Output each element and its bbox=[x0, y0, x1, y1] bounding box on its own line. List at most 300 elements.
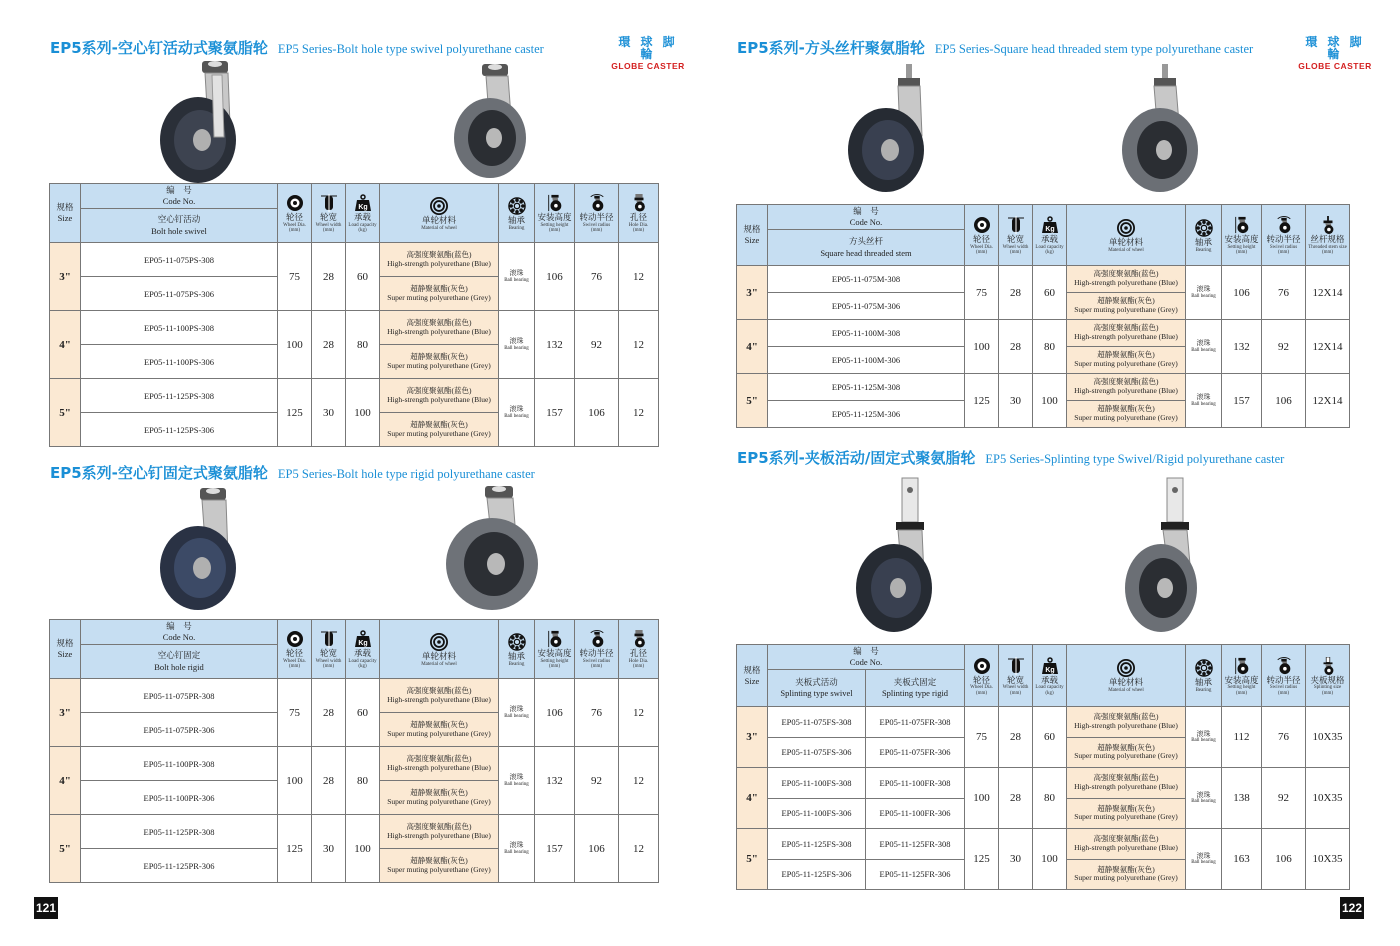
load-capacity-header-cn: 承载 bbox=[1040, 674, 1058, 685]
size-cell: 4" bbox=[737, 320, 768, 374]
load-capacity-header-unit: (kg) bbox=[1045, 250, 1054, 256]
swivel-radius-header-icon bbox=[575, 194, 618, 212]
wheel-dia-cell: 75 bbox=[965, 266, 999, 320]
material-cell-grey bbox=[1067, 798, 1186, 829]
section-title-splinting bbox=[737, 447, 1284, 468]
material-en: Super muting polyurethane (Grey) bbox=[1074, 873, 1178, 883]
code-header-cn: 编 号 bbox=[853, 646, 879, 657]
code-header-cn: 编 号 bbox=[166, 621, 192, 632]
wheel-width-cell: 30 bbox=[312, 379, 346, 447]
caster-image-threaded-stem-grey bbox=[1110, 62, 1210, 192]
wheel-dia-header-icon bbox=[965, 657, 998, 675]
setting-height-header-unit: (mm) bbox=[1235, 690, 1248, 696]
table-row bbox=[50, 747, 659, 781]
load-capacity-header-cn: 承载 bbox=[353, 212, 371, 223]
material-header-en: Material of wheel bbox=[421, 661, 457, 667]
material-cn: 高强度聚氨酯(蓝色) bbox=[406, 249, 472, 259]
swivel-radius-header-unit: (mm) bbox=[590, 228, 603, 234]
hole-cell: 12 bbox=[619, 679, 659, 747]
material-en: High-strength polyurethane (Blue) bbox=[1074, 386, 1178, 395]
material-header-cn: 单轮材料 bbox=[1108, 677, 1143, 688]
bearing-cell bbox=[499, 815, 535, 883]
wheel-width-header-icon bbox=[999, 216, 1032, 234]
bearing-cell bbox=[1186, 266, 1222, 320]
wheel-width-cell: 28 bbox=[312, 747, 346, 815]
subheader-en: Bolt hole swivel bbox=[151, 225, 207, 236]
setting-height-cell: 163 bbox=[1222, 829, 1262, 890]
wheel-width-header-unit: (mm) bbox=[322, 664, 335, 670]
size-cell: 3" bbox=[50, 243, 81, 311]
material-cn: 超静聚氨酯(灰色) bbox=[410, 283, 468, 293]
material-cell-grey bbox=[380, 713, 499, 747]
material-header-en: Material of wheel bbox=[1108, 247, 1144, 253]
svg-text:Kg: Kg bbox=[1044, 666, 1055, 674]
wheel-width-header-cn: 轮宽 bbox=[319, 648, 337, 659]
setting-height-header bbox=[535, 184, 575, 243]
load-capacity-cell: 80 bbox=[346, 747, 380, 815]
wheel-dia-header-icon bbox=[278, 630, 311, 648]
code-header-en: Code No. bbox=[162, 632, 196, 642]
material-header-cn: 单轮材料 bbox=[421, 214, 456, 225]
subheader-cn: 夹板式固定 bbox=[893, 676, 937, 687]
load-capacity-cell: 80 bbox=[346, 311, 380, 379]
svg-text:Kg: Kg bbox=[357, 640, 368, 648]
material-cn: 超静聚氨酯(灰色) bbox=[1097, 350, 1155, 360]
material-header bbox=[380, 184, 499, 243]
globe-caster-logo bbox=[1295, 36, 1375, 71]
wheel-dia-header-icon bbox=[278, 194, 311, 212]
section-title-threaded-stem bbox=[737, 37, 1253, 58]
hole-cell: 12 bbox=[619, 747, 659, 815]
bearing-header bbox=[1186, 205, 1222, 266]
material-en: Super muting polyurethane (Grey) bbox=[387, 796, 491, 806]
wheel-width-cell: 30 bbox=[999, 829, 1033, 890]
wheel-width-header-cn: 轮宽 bbox=[319, 212, 337, 223]
material-cell-blue bbox=[1067, 768, 1186, 799]
swivel-radius-cell: 106 bbox=[575, 379, 619, 447]
code-header-en: Code No. bbox=[849, 217, 883, 227]
bearing-header-en: Bearing bbox=[508, 661, 525, 667]
wheel-dia-cell: 125 bbox=[965, 829, 999, 890]
setting-height-cell: 132 bbox=[535, 311, 575, 379]
setting-height-header-icon bbox=[1222, 216, 1261, 234]
wheel-width-header-cn: 轮宽 bbox=[1006, 674, 1024, 685]
section-title-cn: EP5系列-空心钉活动式聚氨脂轮 bbox=[50, 39, 268, 57]
bearing-cn: 滚珠 bbox=[509, 337, 524, 346]
material-en: High-strength polyurethane (Blue) bbox=[1074, 332, 1178, 341]
material-cn: 高强度聚氨酯(蓝色) bbox=[1093, 323, 1159, 333]
load-capacity-header-en: Load capacity bbox=[1035, 685, 1064, 691]
section-title-cn: EP5系列-空心钉固定式聚氨脂轮 bbox=[50, 464, 268, 482]
hole-header-en: Hole Dia. bbox=[628, 658, 649, 664]
bearing-header-icon bbox=[499, 633, 534, 651]
material-header-en: Material of wheel bbox=[421, 225, 457, 231]
wheel-dia-header-cn: 轮径 bbox=[285, 648, 303, 659]
hole-cell: 12 bbox=[619, 311, 659, 379]
hole-cell: 12 bbox=[619, 243, 659, 311]
bearing-header-cn: 轴承 bbox=[507, 214, 525, 225]
swivel-radius-cell: 76 bbox=[1262, 266, 1306, 320]
bearing-header-en: Bearing bbox=[508, 225, 525, 231]
splint-header-cn: 夹板规格 bbox=[1310, 674, 1345, 685]
wheel-width-header bbox=[999, 205, 1033, 266]
wheel-dia-header bbox=[278, 620, 312, 679]
material-header bbox=[380, 620, 499, 679]
material-cell-blue bbox=[1067, 266, 1186, 293]
swivel-radius-header-en: Swivel radius bbox=[1269, 244, 1298, 250]
size-header-en: Size bbox=[744, 675, 760, 686]
bearing-cell bbox=[1186, 320, 1222, 374]
swivel-radius-cell: 106 bbox=[1262, 374, 1306, 428]
setting-height-cell: 157 bbox=[535, 379, 575, 447]
material-cell-grey bbox=[1067, 859, 1186, 890]
load-capacity-header-en: Load capacity bbox=[1035, 244, 1064, 250]
wheel-dia-cell: 100 bbox=[278, 311, 312, 379]
wheel-dia-cell: 125 bbox=[965, 374, 999, 428]
caster-image-splinting-swivel bbox=[850, 476, 950, 636]
code-subheader bbox=[81, 645, 278, 679]
setting-height-header bbox=[535, 620, 575, 679]
globe-caster-logo bbox=[608, 36, 688, 71]
load-capacity-header-icon bbox=[346, 194, 379, 212]
logo-chinese: 環 球 脚 輪 bbox=[1305, 35, 1365, 61]
material-en: High-strength polyurethane (Blue) bbox=[387, 830, 491, 840]
setting-height-cell: 106 bbox=[1222, 266, 1262, 320]
wheel-dia-cell: 75 bbox=[965, 707, 999, 768]
material-cell-grey bbox=[1067, 401, 1186, 428]
material-cn: 超静聚氨酯(灰色) bbox=[1097, 296, 1155, 306]
code-header-cn: 编 号 bbox=[853, 206, 879, 217]
wheel-width-cell: 28 bbox=[312, 679, 346, 747]
wheel-width-header bbox=[312, 620, 346, 679]
setting-height-cell: 138 bbox=[1222, 768, 1262, 829]
bearing-cn: 滚珠 bbox=[1196, 285, 1211, 294]
hole-header-cn: 孔径 bbox=[629, 212, 647, 223]
subheader-cn: 空心钉固定 bbox=[157, 650, 201, 661]
setting-height-header-unit: (mm) bbox=[548, 228, 561, 234]
wheel-width-header-cn: 轮宽 bbox=[1006, 234, 1024, 245]
load-capacity-header-icon bbox=[1033, 216, 1066, 234]
caster-image-bolt-swivel-grey bbox=[440, 60, 540, 180]
hole-header-unit: (mm) bbox=[632, 664, 645, 670]
setting-height-header-cn: 安装高度 bbox=[1224, 674, 1259, 685]
material-en: High-strength polyurethane (Blue) bbox=[1074, 720, 1178, 730]
wheel-width-header-icon bbox=[312, 630, 345, 648]
material-cell-blue bbox=[1067, 707, 1186, 738]
splint-header-icon bbox=[1306, 657, 1349, 675]
wheel-dia-header bbox=[965, 205, 999, 266]
wheel-width-header-unit: (mm) bbox=[1009, 250, 1022, 256]
stem-header bbox=[1306, 205, 1350, 266]
material-cell-blue bbox=[380, 815, 499, 849]
bearing-header bbox=[499, 184, 535, 243]
table-row bbox=[50, 679, 659, 713]
setting-height-cell: 106 bbox=[535, 679, 575, 747]
bearing-en: Ball bearing bbox=[1191, 347, 1216, 353]
size-header bbox=[50, 184, 81, 243]
setting-height-header-en: Setting height bbox=[1227, 244, 1256, 250]
load-capacity-cell: 100 bbox=[346, 379, 380, 447]
size-header bbox=[737, 645, 768, 707]
section-title-en: EP5 Series-Bolt hole type swivel polyurethane caster bbox=[277, 42, 544, 56]
swivel-radius-header bbox=[575, 620, 619, 679]
load-capacity-header-icon bbox=[1033, 657, 1066, 675]
swivel-radius-cell: 106 bbox=[575, 815, 619, 883]
table-row bbox=[737, 829, 1350, 860]
hole-header-en: Hole Dia. bbox=[628, 222, 649, 228]
svg-text:Kg: Kg bbox=[1044, 226, 1055, 234]
wheel-dia-header bbox=[965, 645, 999, 707]
table-row bbox=[50, 243, 659, 277]
wheel-width-cell: 28 bbox=[312, 311, 346, 379]
wheel-dia-cell: 125 bbox=[278, 379, 312, 447]
caster-image-bolt-rigid-grey bbox=[437, 482, 547, 612]
material-en: High-strength polyurethane (Blue) bbox=[1074, 278, 1178, 287]
bearing-cell bbox=[1186, 374, 1222, 428]
swivel-radius-header-unit: (mm) bbox=[1277, 250, 1290, 256]
swivel-radius-header-unit: (mm) bbox=[1277, 690, 1290, 696]
material-cell-blue bbox=[1067, 374, 1186, 401]
table-row bbox=[50, 815, 659, 849]
code-cell-rigid: EP05-11-075FR-308 bbox=[866, 707, 965, 738]
bearing-cn: 滚珠 bbox=[509, 405, 524, 414]
bearing-en: Ball bearing bbox=[504, 713, 529, 719]
material-cn: 高强度聚氨酯(蓝色) bbox=[1093, 377, 1159, 387]
wheel-dia-header-en: Wheel Dia. bbox=[970, 244, 993, 250]
load-capacity-cell: 60 bbox=[346, 243, 380, 311]
code-cell: EP05-11-075M-306 bbox=[768, 293, 965, 320]
bearing-cell bbox=[1186, 829, 1222, 890]
wheel-width-cell: 28 bbox=[999, 266, 1033, 320]
bearing-cn: 滚珠 bbox=[1196, 339, 1211, 348]
setting-height-cell: 157 bbox=[1222, 374, 1262, 428]
wheel-dia-header-en: Wheel Dia. bbox=[970, 685, 993, 691]
wheel-width-header-en: Wheel width bbox=[1002, 685, 1029, 691]
wheel-width-cell: 28 bbox=[999, 320, 1033, 374]
spec-table bbox=[736, 644, 1350, 890]
bearing-cn: 滚珠 bbox=[1196, 393, 1211, 402]
bearing-en: Ball bearing bbox=[504, 413, 529, 419]
load-capacity-header bbox=[1033, 645, 1067, 707]
table-row bbox=[50, 311, 659, 345]
wheel-width-header bbox=[312, 184, 346, 243]
wheel-dia-header-icon bbox=[965, 216, 998, 234]
load-capacity-header-cn: 承载 bbox=[353, 648, 371, 659]
subheader-cn: 夹板式活动 bbox=[795, 676, 838, 687]
size-cell: 3" bbox=[737, 266, 768, 320]
material-en: Super muting polyurethane (Grey) bbox=[387, 728, 491, 738]
swivel-radius-header-en: Swivel radius bbox=[582, 222, 611, 228]
swivel-radius-header-unit: (mm) bbox=[590, 664, 603, 670]
load-capacity-cell: 60 bbox=[1033, 707, 1067, 768]
material-en: High-strength polyurethane (Blue) bbox=[387, 694, 491, 704]
material-cell-grey bbox=[380, 849, 499, 883]
material-en: Super muting polyurethane (Grey) bbox=[1074, 751, 1178, 761]
wheel-dia-header-unit: (mm) bbox=[288, 228, 301, 234]
splint-header bbox=[1306, 645, 1350, 707]
stem-header-unit: (mm) bbox=[1321, 250, 1334, 256]
setting-height-header-en: Setting height bbox=[540, 222, 569, 228]
load-capacity-header-unit: (kg) bbox=[358, 664, 367, 670]
load-capacity-header-en: Load capacity bbox=[348, 658, 377, 664]
swivel-radius-header-cn: 转动半径 bbox=[579, 648, 614, 659]
load-capacity-header-icon bbox=[346, 630, 379, 648]
section-title-cn: EP5系列-夹板活动/固定式聚氨脂轮 bbox=[737, 449, 976, 467]
code-cell-rigid: EP05-11-100FR-306 bbox=[866, 798, 965, 829]
setting-height-header bbox=[1222, 645, 1262, 707]
load-capacity-header bbox=[346, 620, 380, 679]
bearing-cell bbox=[499, 679, 535, 747]
code-cell: EP05-11-075PR-306 bbox=[81, 713, 278, 747]
material-cn: 超静聚氨酯(灰色) bbox=[1097, 742, 1155, 752]
bearing-en: Ball bearing bbox=[1191, 738, 1216, 744]
table-row bbox=[737, 707, 1350, 738]
setting-height-header-icon bbox=[1222, 657, 1261, 675]
swivel-radius-header-icon bbox=[1262, 657, 1305, 675]
wheel-dia-header-cn: 轮径 bbox=[972, 674, 990, 685]
section-title-cn: EP5系列-方头丝杆聚氨脂轮 bbox=[737, 39, 925, 57]
wheel-dia-header-cn: 轮径 bbox=[285, 212, 303, 223]
section-title-en: EP5 Series-Splinting type Swivel/Rigid polyurethane caster bbox=[985, 452, 1285, 466]
splint-cell: 10X35 bbox=[1306, 707, 1350, 768]
code-cell: EP05-11-075FS-306 bbox=[768, 737, 866, 768]
swivel-radius-header bbox=[1262, 205, 1306, 266]
bearing-en: Ball bearing bbox=[504, 345, 529, 351]
material-header-cn: 单轮材料 bbox=[1108, 236, 1143, 247]
code-cell: EP05-11-100PR-308 bbox=[81, 747, 278, 781]
material-cell-grey bbox=[1067, 347, 1186, 374]
size-cell: 5" bbox=[737, 374, 768, 428]
material-cell-blue bbox=[1067, 320, 1186, 347]
bearing-header-en: Bearing bbox=[1195, 688, 1212, 694]
wheel-dia-header-unit: (mm) bbox=[975, 690, 988, 696]
code-cell: EP05-11-125PS-306 bbox=[81, 413, 278, 447]
material-cell-blue bbox=[380, 679, 499, 713]
bearing-en: Ball bearing bbox=[1191, 860, 1216, 866]
wheel-width-header-unit: (mm) bbox=[322, 228, 335, 234]
size-cell: 5" bbox=[50, 815, 81, 883]
bearing-en: Ball bearing bbox=[504, 849, 529, 855]
material-en: Super muting polyurethane (Grey) bbox=[387, 428, 491, 438]
code-header-en: Code No. bbox=[849, 657, 883, 667]
wheel-width-header-icon bbox=[312, 194, 345, 212]
wheel-dia-header-en: Wheel Dia. bbox=[283, 222, 306, 228]
wheel-width-header-en: Wheel width bbox=[315, 222, 342, 228]
swivel-radius-header bbox=[575, 184, 619, 243]
material-en: Super muting polyurethane (Grey) bbox=[1074, 812, 1178, 822]
swivel-radius-cell: 76 bbox=[575, 679, 619, 747]
bearing-header bbox=[499, 620, 535, 679]
bearing-cn: 滚珠 bbox=[1196, 790, 1211, 799]
setting-height-cell: 157 bbox=[535, 815, 575, 883]
bearing-header bbox=[1186, 645, 1222, 707]
material-header-en: Material of wheel bbox=[1108, 688, 1144, 694]
material-header-icon bbox=[1067, 219, 1185, 237]
material-en: Super muting polyurethane (Grey) bbox=[1074, 359, 1178, 368]
material-cn: 高强度聚氨酯(蓝色) bbox=[1093, 773, 1159, 783]
wheel-width-cell: 30 bbox=[999, 374, 1033, 428]
bearing-cell bbox=[499, 311, 535, 379]
material-cell-blue bbox=[380, 311, 499, 345]
bearing-en: Ball bearing bbox=[504, 781, 529, 787]
material-en: High-strength polyurethane (Blue) bbox=[387, 762, 491, 772]
swivel-radius-cell: 92 bbox=[1262, 768, 1306, 829]
code-cell: EP05-11-100PS-308 bbox=[81, 311, 278, 345]
hole-cell: 12 bbox=[619, 379, 659, 447]
wheel-width-cell: 30 bbox=[312, 815, 346, 883]
material-cn: 高强度聚氨酯(蓝色) bbox=[1093, 269, 1159, 279]
swivel-radius-header-cn: 转动半径 bbox=[1266, 234, 1301, 245]
setting-height-header bbox=[1222, 205, 1262, 266]
setting-height-header-cn: 安装高度 bbox=[1224, 234, 1259, 245]
material-cell-grey bbox=[380, 345, 499, 379]
code-cell: EP05-11-075PS-306 bbox=[81, 277, 278, 311]
swivel-radius-header-cn: 转动半径 bbox=[1266, 674, 1301, 685]
stem-cell: 12X14 bbox=[1306, 374, 1350, 428]
section-title-bolt-rigid bbox=[50, 462, 535, 483]
code-cell: EP05-11-075PR-308 bbox=[81, 679, 278, 713]
size-header-en: Size bbox=[57, 649, 73, 659]
bearing-cn: 滚珠 bbox=[1196, 729, 1211, 738]
code-subheader-2 bbox=[866, 670, 965, 707]
caster-image-bolt-swivel-blue bbox=[150, 55, 255, 185]
swivel-radius-cell: 92 bbox=[575, 747, 619, 815]
bearing-cell bbox=[1186, 768, 1222, 829]
load-capacity-cell: 100 bbox=[346, 815, 380, 883]
load-capacity-header-en: Load capacity bbox=[348, 222, 377, 228]
material-cell-grey bbox=[380, 413, 499, 447]
subheader-cn: 空心钉活动 bbox=[157, 214, 201, 225]
swivel-radius-cell: 92 bbox=[575, 311, 619, 379]
code-cell: EP05-11-125PR-308 bbox=[81, 815, 278, 849]
material-cn: 高强度聚氨酯(蓝色) bbox=[406, 753, 472, 763]
load-capacity-cell: 60 bbox=[1033, 266, 1067, 320]
material-cell-grey bbox=[1067, 293, 1186, 320]
bearing-en: Ball bearing bbox=[1191, 293, 1216, 299]
material-header bbox=[1067, 205, 1186, 266]
section-title-bolt-swivel bbox=[50, 37, 544, 58]
code-header-en: Code No. bbox=[162, 196, 196, 206]
code-cell: EP05-11-075M-308 bbox=[768, 266, 965, 293]
caster-image-splinting-rigid bbox=[1115, 476, 1215, 636]
code-header bbox=[81, 620, 278, 645]
size-header-cn: 规格 bbox=[56, 202, 74, 213]
code-cell: EP05-11-075FS-308 bbox=[768, 707, 866, 738]
wheel-width-header-en: Wheel width bbox=[315, 658, 342, 664]
wheel-width-header-unit: (mm) bbox=[1009, 690, 1022, 696]
swivel-radius-cell: 76 bbox=[575, 243, 619, 311]
material-cn: 超静聚氨酯(灰色) bbox=[1097, 864, 1155, 874]
swivel-radius-header-en: Swivel radius bbox=[582, 658, 611, 664]
size-cell: 4" bbox=[50, 747, 81, 815]
material-cn: 超静聚氨酯(灰色) bbox=[410, 855, 468, 865]
load-capacity-cell: 100 bbox=[1033, 374, 1067, 428]
swivel-radius-header bbox=[1262, 645, 1306, 707]
wheel-dia-header-unit: (mm) bbox=[975, 250, 988, 256]
stem-cell: 12X14 bbox=[1306, 320, 1350, 374]
table-row bbox=[50, 379, 659, 413]
hole-cell: 12 bbox=[619, 815, 659, 883]
wheel-dia-cell: 100 bbox=[965, 320, 999, 374]
bearing-en: Ball bearing bbox=[504, 277, 529, 283]
size-header-cn: 规格 bbox=[743, 664, 761, 675]
material-cn: 超静聚氨酯(灰色) bbox=[1097, 404, 1155, 414]
code-cell-rigid: EP05-11-125FR-308 bbox=[866, 829, 965, 860]
code-subheader bbox=[81, 209, 278, 243]
material-cn: 高强度聚氨酯(蓝色) bbox=[1093, 712, 1159, 722]
code-cell: EP05-11-100FS-306 bbox=[768, 798, 866, 829]
page-number-left: 121 bbox=[34, 897, 58, 919]
